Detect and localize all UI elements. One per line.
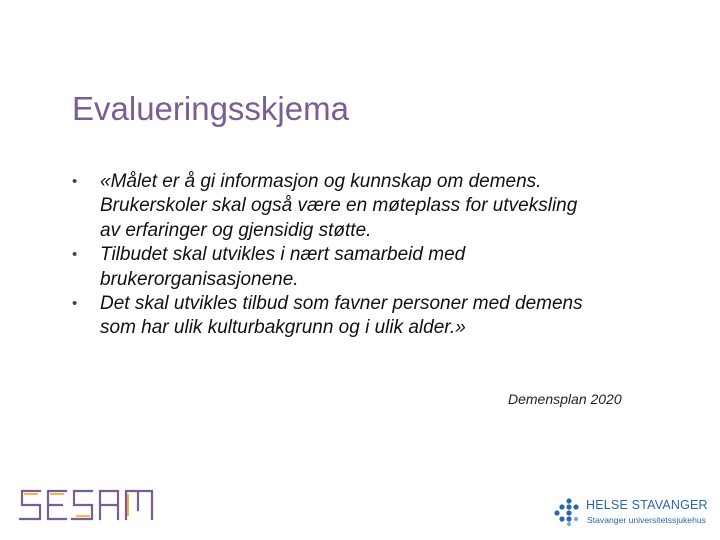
bullet-marker: •	[72, 173, 78, 190]
source-citation: Demensplan 2020	[508, 391, 622, 407]
sesam-logo-icon	[16, 486, 166, 530]
bullet-line: Brukerskoler skal også være en møteplass for utveksling	[100, 195, 578, 217]
bullet-line: av erfaringer og gjensidig støtte.	[100, 219, 372, 241]
bullet-line: Det skal utvikles tilbud som favner personer med demens	[100, 293, 583, 315]
bullet-line: brukerorganisasjonene.	[100, 268, 299, 290]
bullet-line: som har ulik kulturbakgrunn og i ulik alder.»	[100, 317, 466, 339]
helse-stavanger-name: HELSE STAVANGER	[586, 498, 708, 512]
slide-title: Evalueringsskjema	[72, 90, 349, 127]
bullet-item	[72, 292, 672, 341]
bullet-marker: •	[72, 295, 78, 313]
helse-stavanger-logo-icon	[553, 497, 583, 527]
bullet-line: «Målet er å gi informasjon og kunnskap om demens.	[100, 171, 542, 192]
bullet-list	[72, 170, 672, 341]
helse-stavanger-subtitle: Stavanger universitetssjukehus	[587, 515, 706, 525]
bullet-item	[72, 243, 672, 292]
bullet-item	[72, 170, 672, 243]
bullet-marker: •	[72, 246, 78, 264]
bullet-line: Tilbudet skal utvikles i nært samarbeid med	[100, 244, 466, 266]
